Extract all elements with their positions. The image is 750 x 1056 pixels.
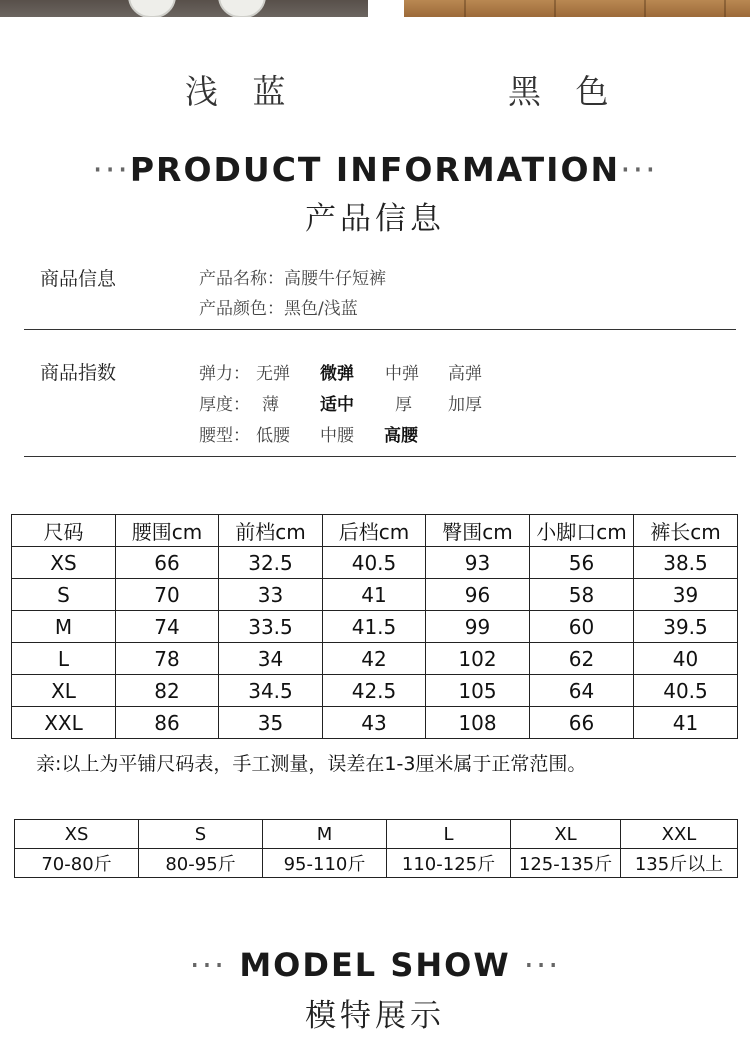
table-cell: 34.5 <box>219 675 323 707</box>
table-cell: 33 <box>219 579 323 611</box>
table-cell: 39 <box>634 579 738 611</box>
weight-size-cell: L <box>387 820 511 849</box>
product-photo-light-blue <box>0 0 368 17</box>
table-cell: 66 <box>530 707 634 739</box>
heading-cn: 模特展示 <box>305 998 445 1034</box>
table-cell: 56 <box>530 547 634 579</box>
divider <box>24 329 736 330</box>
elasticity-option-selected: 微弹 <box>320 364 354 384</box>
table-cell: 96 <box>426 579 530 611</box>
table-cell: 40.5 <box>634 675 738 707</box>
table-cell: 102 <box>426 643 530 675</box>
table-cell: 82 <box>116 675 219 707</box>
color-label-black: 黑 色 <box>508 72 621 111</box>
table-cell: 34 <box>219 643 323 675</box>
weight-size-cell: XL <box>511 820 621 849</box>
product-color: 产品颜色：黑色/浅蓝 <box>199 299 358 319</box>
table-cell: 41 <box>634 707 738 739</box>
table-row <box>12 611 738 643</box>
table-cell: 38.5 <box>634 547 738 579</box>
thickness-option: 加厚 <box>448 395 482 415</box>
table-cell: 42.5 <box>323 675 426 707</box>
table-cell: 60 <box>530 611 634 643</box>
elasticity-title: 弹力： <box>199 364 250 384</box>
table-cell: 40 <box>634 643 738 675</box>
weight-range-cell: 125-135斤 <box>511 849 621 878</box>
shoe-image <box>218 0 266 17</box>
weight-range-cell: 70-80斤 <box>15 849 139 878</box>
weight-range-cell: 110-125斤 <box>387 849 511 878</box>
elasticity-option: 无弹 <box>256 364 290 384</box>
elasticity-option: 中弹 <box>385 364 419 384</box>
model-show-heading <box>0 946 750 1035</box>
weight-size-row <box>15 820 738 849</box>
table-cell: XS <box>12 547 116 579</box>
weight-size-cell: XS <box>15 820 139 849</box>
heading-en: PRODUCT INFORMATION <box>129 150 621 189</box>
table-cell: 108 <box>426 707 530 739</box>
table-header-row <box>12 515 738 547</box>
column-header: 后档cm <box>323 515 426 547</box>
table-cell: 62 <box>530 643 634 675</box>
table-cell: 105 <box>426 675 530 707</box>
weight-range-row <box>15 849 738 878</box>
table-cell: 40.5 <box>323 547 426 579</box>
column-header: 裤长cm <box>634 515 738 547</box>
divider <box>24 456 736 457</box>
table-cell: XXL <box>12 707 116 739</box>
weight-range-cell: 95-110斤 <box>263 849 387 878</box>
table-cell: XL <box>12 675 116 707</box>
table-cell: 78 <box>116 643 219 675</box>
table-cell: 35 <box>219 707 323 739</box>
waist-title: 腰型： <box>199 426 250 446</box>
table-cell: 41 <box>323 579 426 611</box>
table-cell: 33.5 <box>219 611 323 643</box>
table-cell: 64 <box>530 675 634 707</box>
table-row <box>12 547 738 579</box>
table-cell: 66 <box>116 547 219 579</box>
weight-size-table <box>14 819 738 878</box>
weight-size-cell: XXL <box>621 820 738 849</box>
size-chart-table <box>11 514 738 739</box>
table-cell: 43 <box>323 707 426 739</box>
table-cell: 74 <box>116 611 219 643</box>
shoe-image <box>128 0 176 17</box>
table-cell: 58 <box>530 579 634 611</box>
table-row <box>12 643 738 675</box>
thickness-title: 厚度： <box>199 395 250 415</box>
heading-cn: 产品信息 <box>305 201 445 237</box>
table-cell: 32.5 <box>219 547 323 579</box>
measurement-note: 亲:以上为平铺尺码表，手工测量，误差在1-3厘米属于正常范围。 <box>36 753 587 775</box>
color-label-light-blue: 浅 蓝 <box>185 72 298 111</box>
table-cell: 70 <box>116 579 219 611</box>
table-cell: S <box>12 579 116 611</box>
table-cell: 93 <box>426 547 530 579</box>
heading-en: MODEL SHOW <box>239 946 511 984</box>
thickness-option-selected: 适中 <box>320 395 354 415</box>
column-header: 臀围cm <box>426 515 530 547</box>
weight-range-cell: 135斤以上 <box>621 849 738 878</box>
product-name: 产品名称：高腰牛仔短裤 <box>199 269 386 289</box>
column-header: 腰围cm <box>116 515 219 547</box>
weight-size-cell: M <box>263 820 387 849</box>
thickness-option: 厚 <box>395 395 412 415</box>
table-row <box>12 707 738 739</box>
weight-size-cell: S <box>139 820 263 849</box>
column-header: 小脚口cm <box>530 515 634 547</box>
heading-dots-left: ··· <box>92 150 130 189</box>
table-cell: 99 <box>426 611 530 643</box>
table-cell: 39.5 <box>634 611 738 643</box>
thickness-option: 薄 <box>262 395 279 415</box>
heading-dots-left: ··· <box>189 946 227 984</box>
table-cell: 41.5 <box>323 611 426 643</box>
column-header: 尺码 <box>12 515 116 547</box>
table-cell: 86 <box>116 707 219 739</box>
table-row <box>12 579 738 611</box>
heading-dots-right: ··· <box>523 946 561 984</box>
column-header: 前档cm <box>219 515 323 547</box>
table-cell: 42 <box>323 643 426 675</box>
product-info-label: 商品信息 <box>40 268 117 290</box>
waist-option: 中腰 <box>320 426 354 446</box>
weight-range-cell: 80-95斤 <box>139 849 263 878</box>
product-photo-black <box>404 0 750 17</box>
elasticity-option: 高弹 <box>448 364 482 384</box>
table-cell: L <box>12 643 116 675</box>
heading-dots-right: ··· <box>620 150 658 189</box>
product-index-label: 商品指数 <box>40 362 117 384</box>
table-cell: M <box>12 611 116 643</box>
product-information-heading <box>0 150 750 238</box>
waist-option-selected: 高腰 <box>384 426 418 446</box>
table-row <box>12 675 738 707</box>
waist-option: 低腰 <box>256 426 290 446</box>
